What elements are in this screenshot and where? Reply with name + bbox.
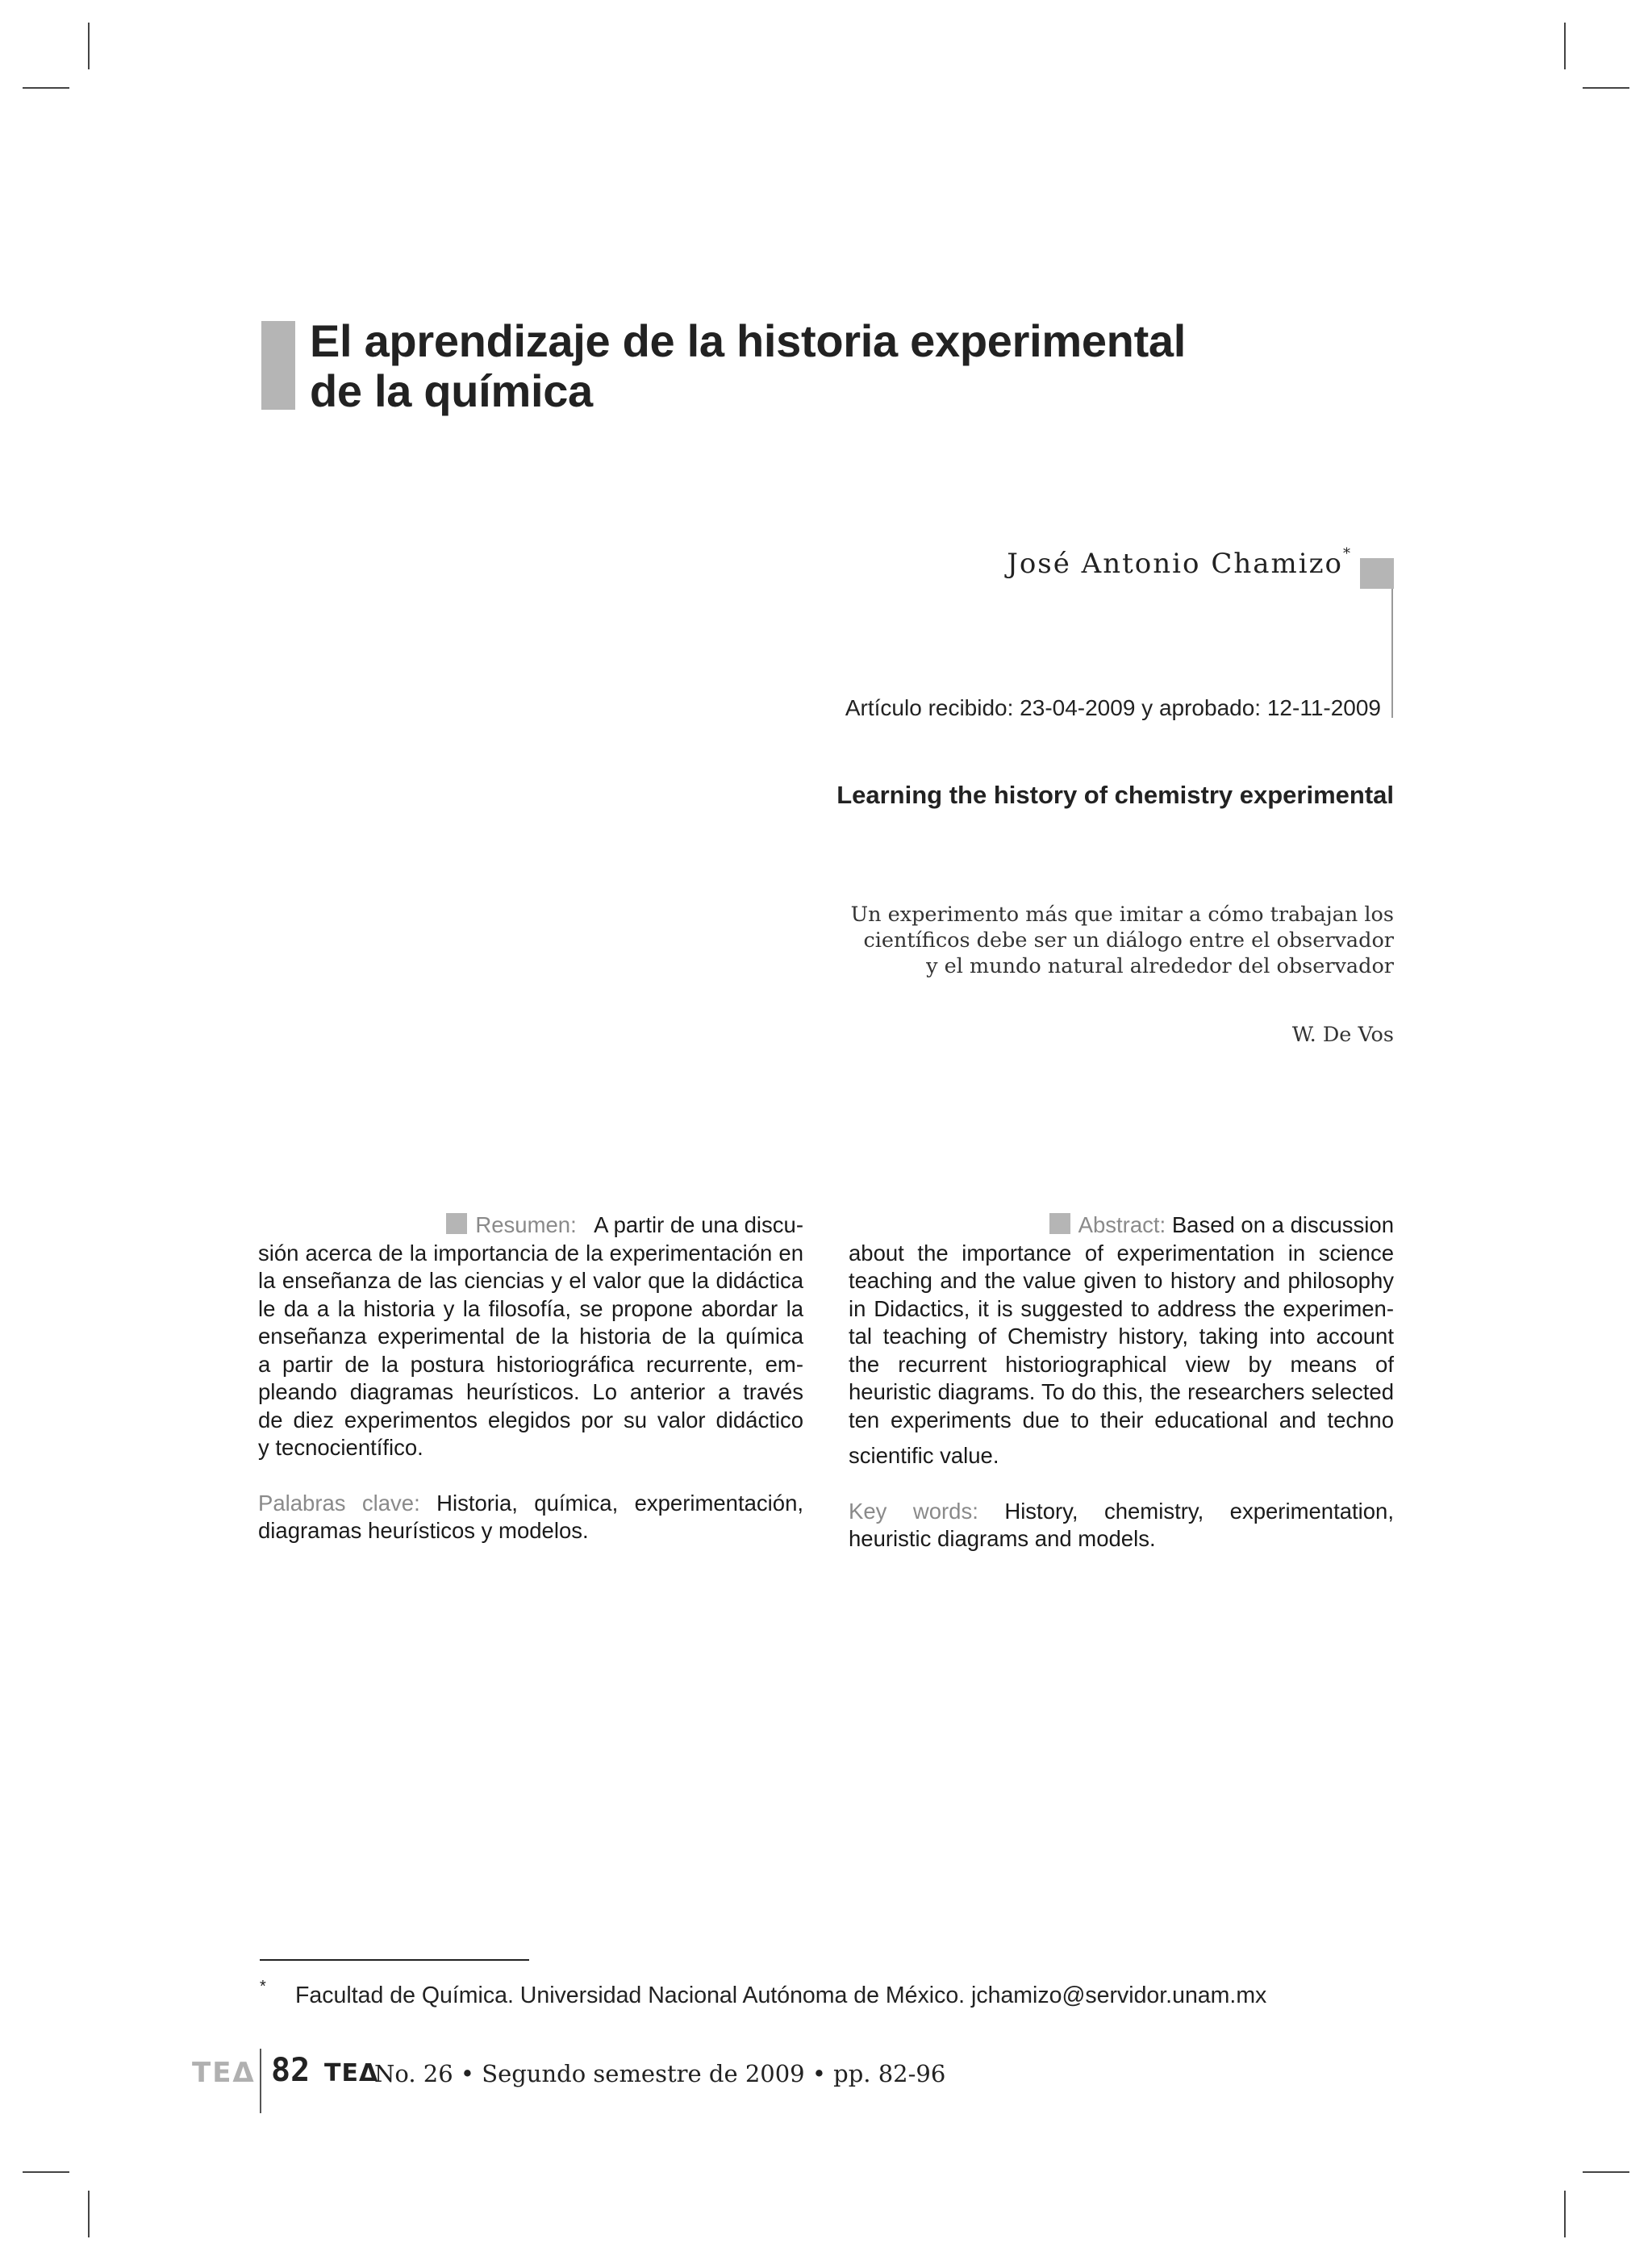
crop-mark-bottom-left-h — [23, 2171, 69, 2173]
resumen-line: enseñanza experimental de la historia de la química — [258, 1324, 803, 1349]
crop-mark-top-left — [88, 23, 90, 69]
section-marker-square — [1049, 1213, 1070, 1234]
page-number: 82 — [271, 2052, 311, 2089]
resumen-line: sión acerca de la importancia de la experimentación en — [258, 1240, 803, 1266]
footnote-text: Facultad de Química. Universidad Nacional Autónoma de México. jchamizo@servidor.unam.mx — [295, 1983, 1267, 2008]
author-footnote-mark: * — [1343, 545, 1350, 562]
resumen-line: a partir de la postura historiográfica recurrente, em- — [258, 1351, 803, 1377]
crop-mark-top-right — [1564, 23, 1566, 69]
key-words-label: Key words: — [849, 1498, 978, 1524]
crop-mark-top-right-h — [1583, 87, 1629, 89]
abstract-line: the recurrent historiographical view by means of — [849, 1351, 1394, 1377]
title-accent-bar — [261, 321, 295, 410]
crop-mark-bottom-right-h — [1583, 2171, 1629, 2173]
english-title: Learning the history of chemistry experimental — [836, 781, 1394, 809]
epigraph — [749, 902, 1394, 979]
journal-logo-faded: TEΔ — [192, 2057, 256, 2089]
footnote-rule — [260, 1959, 529, 1961]
key-words-line: heuristic diagrams and models. — [849, 1526, 1156, 1551]
key-words-line — [849, 1498, 1394, 1526]
abstract-column — [849, 1211, 1394, 1553]
abstract-line: heuristic diagrams. To do this, the researchers selected — [849, 1379, 1394, 1404]
folio-rule — [260, 2049, 261, 2113]
abstract-line: in Didactics, it is suggested to address the experimen- — [849, 1295, 1394, 1321]
author-name — [1007, 545, 1350, 580]
palabras-clave-line — [258, 1490, 803, 1518]
article-title — [310, 316, 1278, 416]
abstract-first-line: Based on a discussion — [1171, 1212, 1394, 1237]
abstract-line: scientific value. — [849, 1443, 999, 1468]
article-title-line: de la química — [310, 365, 593, 416]
palabras-clave-line: diagramas heurísticos y modelos. — [258, 1518, 589, 1543]
palabras-clave-text: Historia, química, experimentación, — [436, 1490, 804, 1516]
resumen-line: le da a la historia y la filosofía, se propone abordar la — [258, 1295, 803, 1321]
abstract-line: teaching and the value given to history and philosophy — [849, 1268, 1394, 1293]
abstract-line: tal teaching of Chemistry history, taking into account — [849, 1324, 1394, 1349]
resumen-heading-line — [258, 1211, 803, 1240]
epigraph-line: y el mundo natural alrededor del observador — [926, 954, 1394, 978]
author-accent-box — [1360, 558, 1394, 589]
resumen-line: de diez experimentos elegidos por su valor didáctico — [258, 1407, 803, 1432]
resumen-line: pleando diagramas heurísticos. Lo anterior a través — [258, 1379, 803, 1404]
palabras-clave-label: Palabras clave: — [258, 1490, 420, 1516]
author-name-text: José Antonio Chamizo — [1007, 548, 1343, 580]
abstract-line: about the importance of experimentation in science — [849, 1240, 1394, 1266]
crop-mark-top-left-h — [23, 87, 69, 89]
section-marker-square — [446, 1213, 467, 1234]
resumen-line: y tecnocientífico. — [258, 1435, 423, 1460]
issue-info: No. 26 • Segundo semestre de 2009 • pp. 82-96 — [374, 2060, 946, 2087]
abstract-line: ten experiments due to their educational and techno — [849, 1407, 1394, 1432]
footnote-mark: * — [260, 1978, 266, 1995]
resumen-line: la enseñanza de las ciencias y el valor que la didáctica — [258, 1268, 803, 1293]
journal-logo: TEΔ — [324, 2059, 379, 2087]
key-words-text: History, chemistry, experimentation, — [1004, 1498, 1394, 1524]
abstract-label: Abstract: — [1078, 1212, 1166, 1237]
author-accent-rule — [1391, 589, 1393, 718]
epigraph-author: W. De Vos — [1291, 1023, 1394, 1047]
epigraph-line: Un experimento más que imitar a cómo trabajan los — [850, 903, 1394, 927]
crop-mark-bottom-right — [1564, 2191, 1566, 2237]
crop-mark-bottom-left — [88, 2191, 90, 2237]
resumen-column — [258, 1211, 803, 1545]
abstract-heading-line — [849, 1211, 1394, 1240]
article-title-line: El aprendizaje de la historia experimental — [310, 315, 1187, 366]
resumen-label: Resumen: — [475, 1212, 577, 1237]
resumen-first-line: A partir de una discu- — [594, 1212, 803, 1237]
epigraph-line: científicos debe ser un diálogo entre el observador — [863, 928, 1394, 953]
received-date: Artículo recibido: 23-04-2009 y aprobado: 12-11-2009 — [845, 695, 1381, 720]
